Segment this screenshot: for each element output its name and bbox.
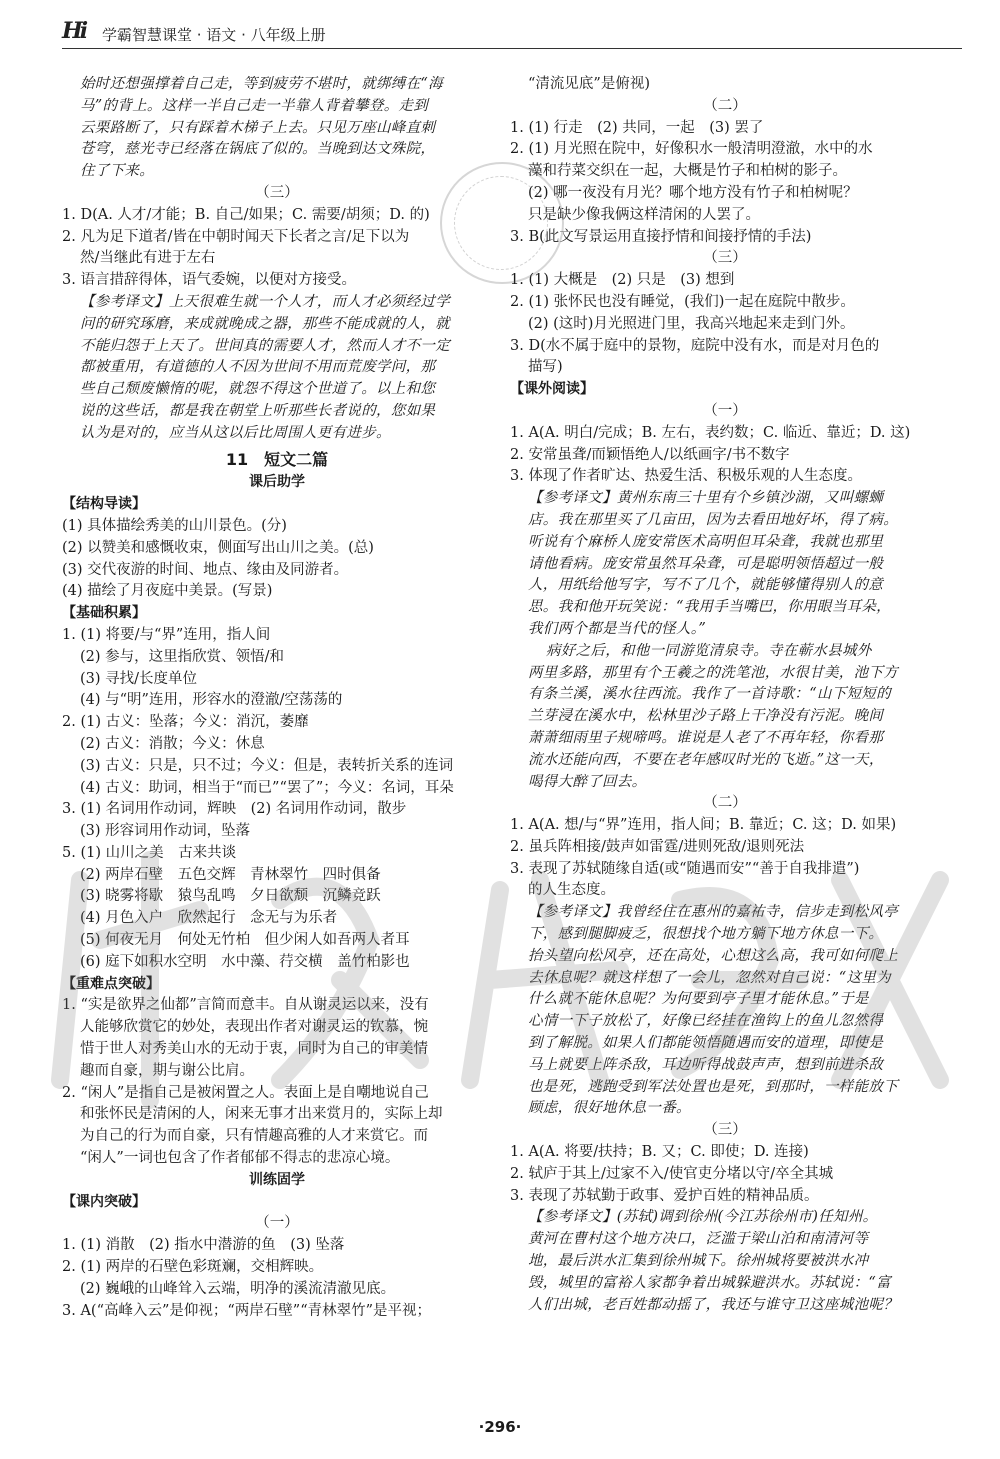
text-line: 心情一下子放松了，好像已经挂在渔钩上的鱼儿忽然得 xyxy=(528,1013,884,1030)
text-line: 1. (1) 消散 (2) 指水中潜游的鱼 (3) 坠落 xyxy=(62,1237,345,1254)
text-line: 请他看病。庞安常虽然耳朵聋，可是聪明领悟超过一般 xyxy=(528,555,884,572)
text-line: 病好之后，和他一同游览清泉寺。寺在蕲水县城外 xyxy=(546,642,872,659)
text-line: 1. “实是欲界之仙都”言简而意丰。自从谢灵运以来，没有 xyxy=(62,997,429,1014)
text-line: (3) 晓雾将歇 猿鸟乱鸣 夕日欲颓 沉鳞竞跃 xyxy=(80,888,381,905)
text-line: （一） xyxy=(255,1215,299,1232)
text-line: (5) 何夜无月 何处无竹柏 但少闲人如吾两人者耳 xyxy=(80,932,410,949)
section-heading: 【重难点突破】 xyxy=(62,975,160,992)
text-line: 3. D(水不属于庭中的景物，庭院中没有水，而是对月色的 xyxy=(510,337,880,354)
text-line: 都被重用，有道德的人不因为世间不用而荒废学问，那 xyxy=(80,359,436,376)
text-line: (2) 巍峨的山峰耸入云端，明净的溪流清澈见底。 xyxy=(80,1280,396,1297)
text-line: 毁，城里的富裕人家都争着出城躲避洪水。苏轼说：“富 xyxy=(528,1274,891,1291)
text-line: 2. “闲人”是指自己是被闲置之人。表面上是自嘲地说自己 xyxy=(62,1084,429,1101)
text-line: 1. (1) 大概是 (2) 只是 (3) 想到 xyxy=(510,272,735,289)
page-header xyxy=(62,14,962,50)
text-line: (4) 月色入户 欣然起行 念无与为乐者 xyxy=(80,910,338,927)
text-line: 【参考译文】上天很难生就一个人才，而人才必须经过学 xyxy=(80,293,450,310)
text-line: 5. (1) 山川之美 古来共谈 xyxy=(62,844,237,861)
section-heading: 【结构导读】 xyxy=(62,496,146,513)
text-line: （三） xyxy=(255,184,299,201)
text-line: (2) 哪一夜没有月光？哪个地方没有竹子和柏树呢？ xyxy=(528,184,858,201)
text-line: (4) 与“明”连用，形容水的澄澈/空荡荡的 xyxy=(80,692,343,709)
text-line: 的人生态度。 xyxy=(528,882,615,899)
text-line: 听说有个麻桥人庞安常医术高明但耳朵聋，我就也那里 xyxy=(528,533,884,550)
text-line: 说的这些话，都是我在朝堂上听那些长者说的，您如果 xyxy=(80,402,436,419)
text-line: 马上就要上阵杀敌，耳边听得战鼓声声，想到前进杀敌 xyxy=(528,1056,884,1073)
section-heading: 【基础积累】 xyxy=(62,605,146,622)
text-line: 什么就不能休息呢？为何要到亭子里才能休息。”于是 xyxy=(528,991,869,1008)
text-line: 为自己的行为而自豪，只有情趣高雅的人才来赏它。而 xyxy=(80,1128,428,1145)
text-line: （二） xyxy=(703,97,747,114)
text-line: （三） xyxy=(703,250,747,267)
text-line: 3. 体现了作者旷达、热爱生活、积极乐观的人生态度。 xyxy=(510,468,862,485)
text-line: (2) 古义：消散；今义：休息 xyxy=(80,735,265,752)
book-title: 学霸智慧课堂 · 语文 · 八年级上册 xyxy=(102,26,326,44)
text-line: 萧萧细雨里子规啼鸣。谁说是人老了不再年轻，你看那 xyxy=(528,729,884,746)
left-column xyxy=(62,74,492,1322)
text-line: (2) 参与，这里指欣赏、领悟/和 xyxy=(80,648,285,665)
section-heading: 【课外阅读】 xyxy=(510,381,594,398)
text-line: 始时还想强撑着自己走，等到疲劳不堪时，就绑缚在“海 xyxy=(80,76,443,92)
text-line: （二） xyxy=(703,795,747,812)
text-line: （一） xyxy=(703,402,747,419)
text-line: 住了下来。 xyxy=(80,163,154,180)
header-rule xyxy=(62,48,962,49)
text-line: 3. 表现了苏轼勤于政事、爱护百姓的精神品质。 xyxy=(510,1187,819,1204)
text-line: 认为是对的，应当从这以后比周围人更有进步。 xyxy=(80,424,391,441)
text-line: 人，用纸给他写字，写不了几个，就能够懂得别人的意 xyxy=(528,577,884,594)
text-line: 有条兰溪，溪水往西流。我作了一首诗歌：“山下短短的 xyxy=(528,686,891,703)
text-line: (2) 两岸石壁 五色交辉 青林翠竹 四时俱备 xyxy=(80,866,381,883)
text-line: 两里多路，那里有个王羲之的洗笔池，水很甘美，池下方 xyxy=(528,664,898,681)
text-line: 1. (1) 将要/与“界”连用，指人间 xyxy=(62,626,271,643)
text-line: 3. B(此文写景运用直接抒情和间接抒情的手法) xyxy=(510,228,812,245)
text-line: 【参考译文】我曾经住在惠州的嘉祐寺，信步走到松风亭 xyxy=(528,904,898,921)
text-line: 去休息呢？就这样想了一会儿，忽然对自己说：“这里为 xyxy=(528,969,891,986)
text-line: 【参考译文】(苏轼)调到徐州(今江苏徐州市)任知州。 xyxy=(528,1209,878,1226)
text-line: 2. 安常虽聋/而颖悟绝人/以纸画字/书不数字 xyxy=(510,446,790,463)
text-line: 1. D(A. 人才/才能；B. 自己/如果；C. 需要/胡须；D. 的) xyxy=(62,206,430,223)
subsection-heading: 课后助学 xyxy=(249,474,305,491)
text-line: 1. (1) 行走 (2) 共同，一起 (3) 罢了 xyxy=(510,119,764,136)
text-line: 到了解脱。如果人们都能领悟随遇而安的道理，即使是 xyxy=(528,1035,884,1052)
text-line: (2) (这时)月光照进门里，我高兴地起来走到门外。 xyxy=(528,315,855,332)
text-line: 云栗路断了，只有踩着木梯子上去。只见万座山峰直刺 xyxy=(80,119,436,136)
text-line: 抬头望向松风亭，还在高处，心想这么高，我可如何爬上 xyxy=(528,947,898,964)
text-line: (1) 具体描绘秀美的山川景色。(分) xyxy=(62,517,287,534)
text-line: 2. (1) 两岸的石壁色彩斑斓，交相辉映。 xyxy=(62,1259,324,1276)
text-line: 顾虑，很好地休息一番。 xyxy=(528,1100,691,1117)
text-line: 2. (1) 古义：坠落；今义：消沉，萎靡 xyxy=(62,714,309,731)
text-line: 3. 表现了苏轼随缘自适(或“随遇而安”“善于自我排遣”) xyxy=(510,860,860,877)
text-line: 描写) xyxy=(528,359,563,376)
text-line: 兰芽浸在溪水中，松林里沙子路上干净没有污泥。晚间 xyxy=(528,708,884,725)
text-line: 店。我在那里买了几亩田，因为去看田地好坏，得了病。 xyxy=(528,511,898,528)
text-line: 地，最后洪水汇集到徐州城下。徐州城将要被洪水冲 xyxy=(528,1253,869,1270)
text-line: 喝得大醉了回去。 xyxy=(528,773,647,790)
text-line: 不能归怨于上天了。世间真的需要人才，然而人才不一定 xyxy=(80,337,450,354)
text-line: 3. A(“高峰入云”是仰视；“两岸石壁”“青林翠竹”是平视； xyxy=(62,1302,432,1319)
text-line: 3. 语言措辞得体，语气委婉，以便对方接受。 xyxy=(62,272,356,289)
text-line: 和张怀民是清闲的人，闲来无事才出来赏月的，实际上却 xyxy=(80,1106,443,1123)
text-line: 3. (1) 名词用作动词，辉映 (2) 名词用作动词，散步 xyxy=(62,801,407,818)
text-line: 藻和荇菜交织在一起，大概是竹子和柏树的影子。 xyxy=(528,163,847,180)
section-heading: 【课内突破】 xyxy=(62,1193,146,1210)
publisher-logo: Hi xyxy=(62,18,86,44)
subsection-heading: 训练固学 xyxy=(249,1171,305,1188)
text-line: 2. (1) 月光照在院中，好像积水一般清明澄澈，水中的水 xyxy=(510,141,873,158)
text-line: 下，感到腿脚疲乏，很想找个地方躺下地方休息一下。 xyxy=(528,926,884,943)
text-line: 2. (1) 张怀民也没有睡觉，(我们)一起在庭院中散步。 xyxy=(510,293,855,310)
text-line: 1. A(A. 想/与“界”连用，指人间；B. 靠近；C. 这；D. 如果) xyxy=(510,817,897,834)
text-line: (2) 以赞美和感慨收束，侧面写出山川之美。(总) xyxy=(62,539,374,556)
right-column xyxy=(510,74,940,1316)
text-line: 然/当继此有进于左右 xyxy=(80,250,216,267)
text-line: (3) 寻找/长度单位 xyxy=(80,670,198,687)
text-line: 流水还能向西，不要在老年感叹时光的飞逝。”这一天， xyxy=(528,751,884,768)
text-line: 1. A(A. 明白/完成；B. 左右，表约数；C. 临近、靠近；D. 这) xyxy=(510,424,911,441)
text-line: 惜于世人对秀美山水的无动于衷，同时为自己的审美情 xyxy=(80,1041,428,1058)
text-line: 也是死，逃跑受到军法处置也是死，到那时，一样能放下 xyxy=(528,1078,898,1095)
page-number: ·296· xyxy=(478,1418,522,1436)
text-line: 人能够欣赏它的妙处，表现出作者对谢灵运的钦慕，惋 xyxy=(80,1019,428,1036)
text-line: (3) 形容词用作动词，坠落 xyxy=(80,823,251,840)
text-line: (6) 庭下如积水空明 水中藻、荇交横 盖竹柏影也 xyxy=(80,953,410,970)
text-line: 2. 凡为足下道者/皆在中朝时闻天下长者之言/足下以为 xyxy=(62,228,410,245)
text-line: 2. 轼庐于其上/过家不入/使官吏分堵以守/卒全其城 xyxy=(510,1165,834,1182)
text-line: 2. 虽兵阵相接/鼓声如雷霆/进则死敌/退则死法 xyxy=(510,838,805,855)
text-line: (3) 古义：只是，只不过；今义：但是，表转折关系的连词 xyxy=(80,757,454,774)
text-line: 问的研究琢磨，来成就晚成之器，那些不能成就的人，就 xyxy=(80,315,450,332)
text-line: 【参考译文】黄州东南三十里有个乡镇沙湖，又叫螺蛳 xyxy=(528,490,884,507)
text-line: 人们出城，老百姓都动摇了，我还与谁守卫这座城池呢？ xyxy=(528,1296,898,1313)
text-line: 些自己颓废懒惰的呢，就怨不得这个世道了。以上和您 xyxy=(80,381,436,398)
text-line: 我们两个都是当代的怪人。” xyxy=(528,620,707,637)
text-line: 趣而自豪，期与谢公比肩。 xyxy=(80,1062,254,1079)
text-line: 黄河在曹村这个地方决口，泛滥于梁山泊和南清河等 xyxy=(528,1231,869,1248)
text-line: 1. A(A. 将要/扶持；B. 又；C. 即使；D. 连接) xyxy=(510,1144,809,1161)
text-line: （三） xyxy=(703,1122,747,1139)
text-line: 苍穹，慈光寺已经落在锅底了似的。当晚到达文殊院， xyxy=(80,141,436,158)
text-line: 思。我和他开玩笑说：“我用手当嘴巴，你用眼当耳朵， xyxy=(528,599,891,616)
text-line: (4) 描绘了月夜庭中美景。(写景) xyxy=(62,583,273,600)
lesson-title: 11 短文二篇 xyxy=(225,449,329,469)
text-line: 只是缺少像我俩这样清闲的人罢了。 xyxy=(528,206,760,223)
text-line: (3) 交代夜游的时间、地点、缘由及同游者。 xyxy=(62,561,349,578)
text-line: “清流见底”是俯视) xyxy=(528,76,650,92)
text-line: 马”的背上。这样一半自己走一半靠人背着攀登。走到 xyxy=(80,97,429,114)
stamp-seal-icon xyxy=(440,162,564,284)
text-line: (4) 古义：助词，相当于“而已”“罢了”；今义：名词，耳朵 xyxy=(80,779,454,796)
text-line: “闲人”一词也包含了作者郁郁不得志的悲凉心境。 xyxy=(80,1150,400,1167)
